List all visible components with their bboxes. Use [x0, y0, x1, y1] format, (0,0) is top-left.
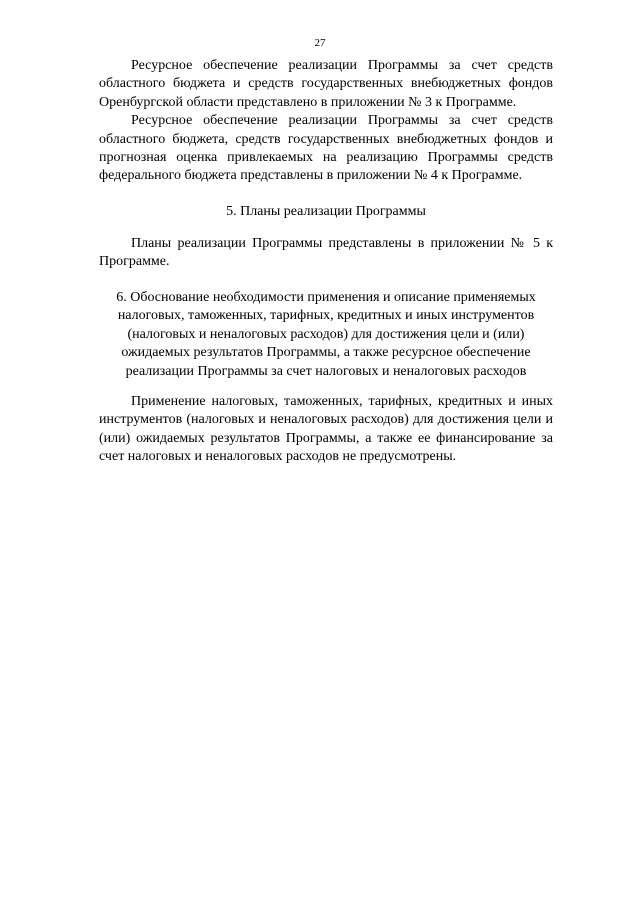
section-6-heading-line: налоговых, таможенных, тарифных, кредитных и иных инструментов [117, 308, 535, 324]
section-5-paragraph: Планы реализации Программы представлены в приложении № 5 к Программе. [99, 236, 553, 270]
section-6-heading-line: реализации Программы за счет налоговых и неналоговых расходов [125, 363, 527, 379]
section-6-heading-line: ожидаемых результатов Программы, а также ресурсное обеспечение [121, 345, 531, 361]
section-6-paragraph: Применение налоговых, таможенных, тарифных, кредитных и иных инструментов (налоговых и неналоговых расходов) для достижения цели и (или) ожидаемых результатов Программы, а также ее финансирование за счет налоговых и неналоговых расходов не предусмотрены. [99, 394, 553, 465]
section-6-body [99, 393, 553, 467]
section-5-body [99, 235, 553, 272]
paragraph-resource-regional: Ресурсное обеспечение реализации Программы за счет средств областного бюджета и средств государственных внебюджетных фондов Оренбургской области представлено в приложении № 3 к Программе. [99, 58, 553, 110]
paragraph-resource-federal: Ресурсное обеспечение реализации Программы за счет средств областного бюджета, средств государственных внебюджетных фондов и прогнозная оценка привлекаемых на реализацию Программы средств федерального бюджета представлены в приложении № 4 к Программе. [99, 113, 553, 184]
resource-paragraphs [99, 57, 553, 186]
section-6-heading [99, 289, 553, 381]
section-5-heading-block [99, 203, 553, 221]
page-number: 27 [314, 37, 326, 49]
section-6-heading-line: (налоговых и неналоговых расходов) для достижения цели и (или) [127, 326, 525, 342]
section-5-heading: 5. Планы реализации Программы [226, 204, 426, 219]
section-6-heading-line: 6. Обоснование необходимости применения и описание применяемых [116, 290, 536, 305]
